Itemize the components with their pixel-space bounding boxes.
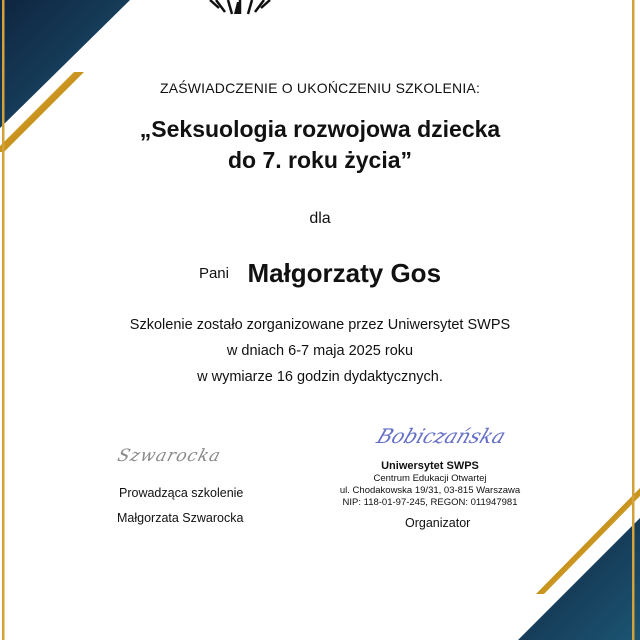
stamp-name: Uniwersytet SWPS — [381, 460, 479, 472]
navy-band-top-left — [0, 0, 130, 128]
course-title-line1: „Seksuologia rozwojowa dziecka — [139, 116, 501, 142]
organizer-signature: Bobiczańska — [373, 424, 510, 448]
trainer-name: Małgorzata Szwarocka — [117, 511, 244, 525]
organizer-stamp — [330, 460, 530, 509]
course-title — [0, 114, 640, 176]
for-label: dla — [309, 210, 331, 227]
course-title-line2: do 7. roku życia” — [227, 147, 413, 173]
recipient-name: Małgorzaty Gos — [247, 258, 442, 288]
info-hours: w wymiarze 16 godzin dydaktycznych. — [197, 369, 443, 385]
training-info — [0, 312, 640, 390]
stamp-unit: Centrum Edukacji Otwartej — [373, 473, 487, 484]
info-organizer: Szkolenie zostało zorganizowane przez Uniwersytet SWPS — [129, 317, 511, 333]
trainer-role: Prowadząca szkolenie — [119, 486, 244, 500]
stamp-address: ul. Chodakowska 19/31, 03-815 Warszawa — [339, 485, 521, 496]
honorific: Pani — [198, 265, 229, 282]
info-dates: w dniach 6-7 maja 2025 roku — [226, 343, 414, 359]
navy-band-bottom-right — [518, 518, 640, 640]
organizer-role: Organizator — [405, 516, 471, 530]
stamp-ids: NIP: 118-01-97-245, REGON: 011947981 — [342, 497, 518, 508]
trainer-signature: Szwarocka — [115, 446, 224, 466]
recipient-row — [0, 258, 640, 289]
certificate-heading: ZAŚWIADCZENIE O UKOŃCZENIU SZKOLENIA: — [159, 80, 481, 96]
logo-center-ray-icon — [234, 2, 241, 14]
